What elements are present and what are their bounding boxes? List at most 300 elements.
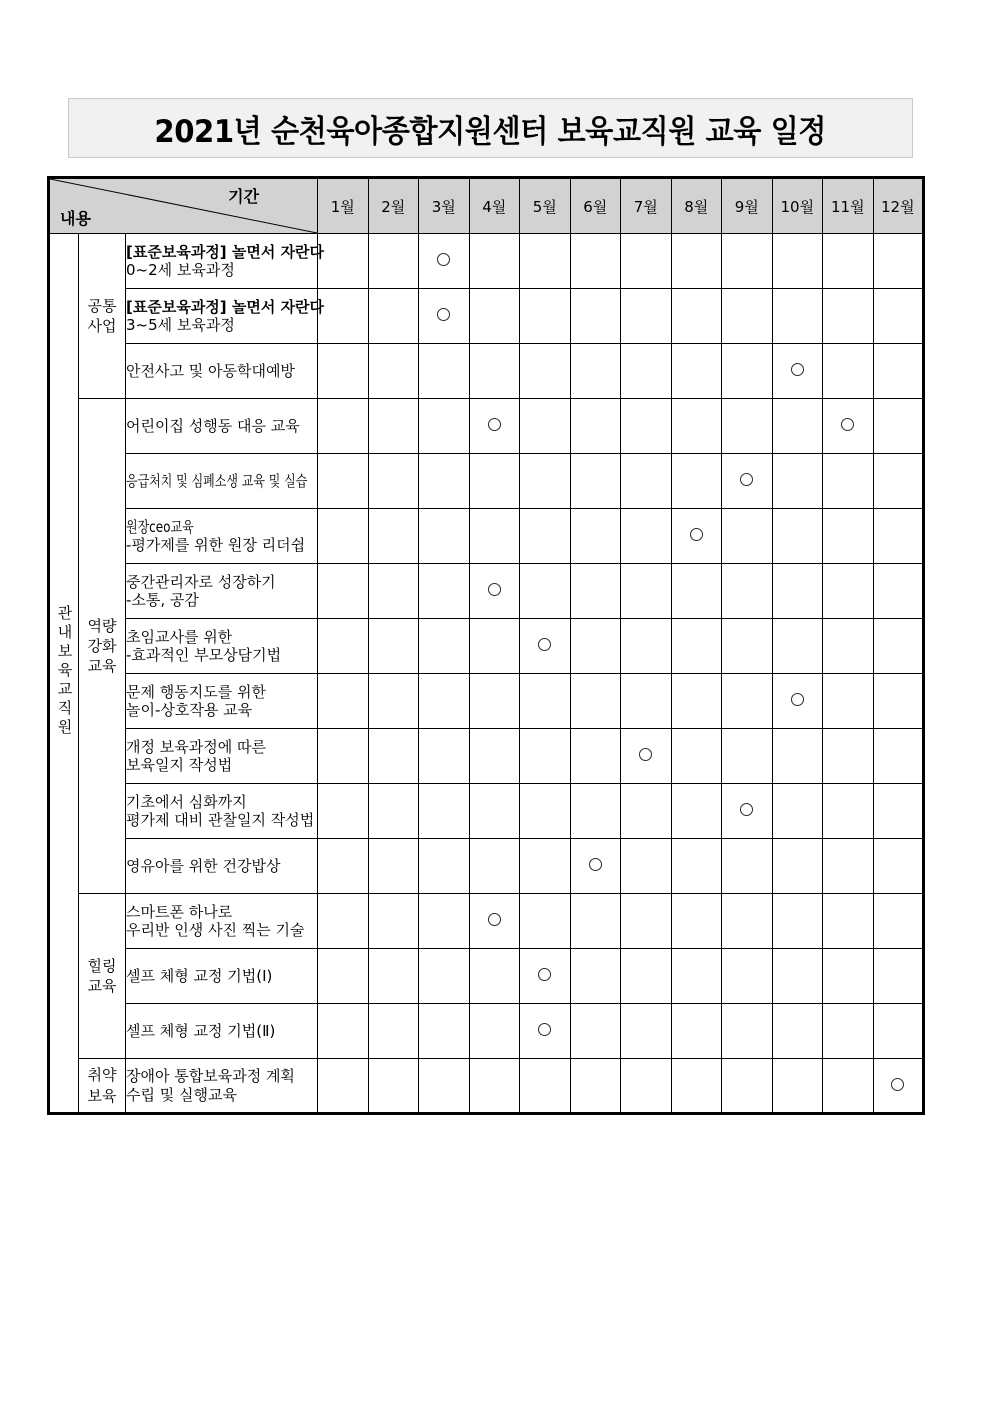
schedule-cell-month-10: [772, 509, 823, 564]
schedule-cell-month-11: [823, 839, 874, 894]
circle-marker-icon: [488, 418, 501, 431]
schedule-cell-month-4: [469, 564, 520, 619]
course-title-cell: [126, 289, 325, 344]
schedule-cell-month-3: [419, 454, 470, 509]
schedule-cell-month-2: [368, 289, 419, 344]
schedule-cell-month-3: [419, 674, 470, 729]
schedule-cell-month-8: [671, 949, 722, 1004]
schedule-cell-month-1: [318, 564, 369, 619]
schedule-cell-month-9: [722, 289, 773, 344]
schedule-cell-month-12: [873, 839, 924, 894]
schedule-cell-month-8: [671, 729, 722, 784]
schedule-cell-month-12: [873, 564, 924, 619]
schedule-cell-month-6: [570, 619, 621, 674]
schedule-cell-month-6: [570, 344, 621, 399]
schedule-cell-month-6: [570, 454, 621, 509]
table-body: [49, 234, 924, 1114]
schedule-cell-month-8: [671, 674, 722, 729]
schedule-cell-month-10: [772, 894, 823, 949]
course-title-line1: 초임교사를 위한: [126, 627, 233, 646]
schedule-cell-month-7: [621, 1059, 672, 1114]
schedule-cell-month-4: [469, 949, 520, 1004]
course-title-line1: 장애아 통합보육과정 계획: [126, 1067, 295, 1086]
course-title-line2: 3~5세 보육과정: [126, 316, 235, 334]
table-row: [49, 564, 924, 619]
schedule-cell-month-10: [772, 1059, 823, 1114]
category-label-line: 교육: [87, 657, 117, 676]
schedule-cell-month-2: [368, 1059, 419, 1114]
table-row: [49, 784, 924, 839]
schedule-cell-month-12: [873, 234, 924, 289]
course-title-line2: 보육일지 작성법: [126, 756, 233, 774]
side-vertical-label-text: 관내보육교직원: [55, 604, 74, 738]
month-header-12: 12월: [873, 178, 924, 234]
schedule-cell-month-4: [469, 509, 520, 564]
schedule-cell-month-9: [722, 1059, 773, 1114]
schedule-cell-month-5: [520, 289, 571, 344]
schedule-cell-month-5: [520, 729, 571, 784]
table-row: [49, 674, 924, 729]
month-header-8: 8월: [671, 178, 722, 234]
schedule-cell-month-10: [772, 289, 823, 344]
schedule-cell-month-8: [671, 1004, 722, 1059]
category-cell: [79, 894, 126, 1059]
circle-marker-icon: [488, 913, 501, 926]
schedule-cell-month-9: [722, 729, 773, 784]
month-header-1: 1월: [318, 178, 369, 234]
schedule-cell-month-11: [823, 509, 874, 564]
schedule-cell-month-3: [419, 344, 470, 399]
schedule-cell-month-7: [621, 564, 672, 619]
schedule-cell-month-8: [671, 344, 722, 399]
schedule-cell-month-2: [368, 454, 419, 509]
schedule-cell-month-3: [419, 289, 470, 344]
schedule-cell-month-12: [873, 784, 924, 839]
schedule-cell-month-11: [823, 894, 874, 949]
course-title-line1: 셀프 체형 교정 기법(Ⅱ): [126, 1021, 276, 1040]
course-title-cell: [126, 509, 318, 564]
schedule-cell-month-9: [722, 949, 773, 1004]
circle-marker-icon: [791, 693, 804, 706]
schedule-cell-month-7: [621, 949, 672, 1004]
schedule-cell-month-3: [419, 1004, 470, 1059]
table-row: [49, 344, 924, 399]
category-label-line: 취약: [87, 1066, 117, 1085]
category-cell: [79, 399, 126, 894]
table-row: [49, 1059, 924, 1114]
schedule-cell-month-7: [621, 619, 672, 674]
schedule-cell-month-1: [318, 784, 369, 839]
schedule-cell-month-6: [570, 289, 621, 344]
course-title-cell: [126, 784, 318, 839]
schedule-cell-month-5: [520, 509, 571, 564]
schedule-cell-month-2: [368, 234, 419, 289]
schedule-cell-month-10: [772, 619, 823, 674]
table-row: [49, 454, 924, 509]
schedule-cell-month-12: [873, 509, 924, 564]
course-title-cell: [126, 234, 325, 289]
schedule-cell-month-7: [621, 729, 672, 784]
schedule-cell-month-5: [520, 234, 571, 289]
schedule-cell-month-12: [873, 729, 924, 784]
course-title-line2: 0~2세 보육과정: [126, 261, 235, 279]
schedule-cell-month-5: [520, 344, 571, 399]
course-title-cell: [126, 344, 318, 399]
course-title-line1: 스마트폰 하나로: [126, 902, 233, 921]
schedule-cell-month-7: [621, 234, 672, 289]
schedule-cell-month-12: [873, 949, 924, 1004]
month-header-6: 6월: [570, 178, 621, 234]
schedule-cell-month-12: [873, 289, 924, 344]
schedule-cell-month-11: [823, 1004, 874, 1059]
education-schedule-table: [47, 176, 925, 1115]
header-corner-cell: [49, 178, 318, 234]
course-title-line1: 문제 행동지도를 위한: [126, 682, 266, 701]
schedule-cell-month-6: [570, 729, 621, 784]
month-header-5: 5월: [520, 178, 571, 234]
schedule-cell-month-2: [368, 564, 419, 619]
course-title-line2: -소통, 공감: [126, 591, 199, 609]
schedule-cell-month-4: [469, 344, 520, 399]
course-title-line2: 평가제 대비 관찰일지 작성법: [126, 811, 315, 829]
table-row: [49, 289, 924, 344]
schedule-cell-month-12: [873, 454, 924, 509]
schedule-cell-month-7: [621, 839, 672, 894]
schedule-cell-month-10: [772, 729, 823, 784]
circle-marker-icon: [639, 748, 652, 761]
course-title-cell: [126, 894, 318, 949]
schedule-cell-month-9: [722, 399, 773, 454]
schedule-cell-month-11: [823, 234, 874, 289]
month-header-7: 7월: [621, 178, 672, 234]
schedule-cell-month-4: [469, 784, 520, 839]
schedule-cell-month-3: [419, 619, 470, 674]
schedule-cell-month-1: [318, 1004, 369, 1059]
schedule-cell-month-9: [722, 344, 773, 399]
schedule-cell-month-2: [368, 949, 419, 1004]
schedule-cell-month-4: [469, 1004, 520, 1059]
schedule-cell-month-3: [419, 1059, 470, 1114]
schedule-cell-month-1: [318, 729, 369, 784]
schedule-cell-month-2: [368, 344, 419, 399]
schedule-cell-month-10: [772, 399, 823, 454]
schedule-cell-month-8: [671, 784, 722, 839]
circle-marker-icon: [589, 858, 602, 871]
schedule-cell-month-4: [469, 894, 520, 949]
circle-marker-icon: [740, 473, 753, 486]
schedule-cell-month-6: [570, 894, 621, 949]
schedule-cell-month-12: [873, 894, 924, 949]
schedule-cell-month-2: [368, 619, 419, 674]
schedule-cell-month-6: [570, 1059, 621, 1114]
schedule-cell-month-1: [318, 399, 369, 454]
course-title-line1: 원장ceo교육: [126, 517, 194, 536]
course-title-cell: [126, 1004, 318, 1059]
schedule-cell-month-1: [318, 289, 369, 344]
schedule-cell-month-1: [318, 344, 369, 399]
category-cell: [79, 1059, 126, 1114]
category-label-line: 강화: [87, 636, 117, 655]
page-title: 2021년 순천육아종합지원센터 보육교직원 교육 일정: [154, 113, 827, 150]
schedule-cell-month-4: [469, 1059, 520, 1114]
schedule-cell-month-9: [722, 784, 773, 839]
table-row: [49, 839, 924, 894]
schedule-cell-month-5: [520, 784, 571, 839]
category-label-line: 보육: [87, 1086, 117, 1105]
schedule-cell-month-8: [671, 399, 722, 454]
circle-marker-icon: [488, 583, 501, 596]
month-header-9: 9월: [722, 178, 773, 234]
schedule-cell-month-7: [621, 894, 672, 949]
schedule-cell-month-8: [671, 839, 722, 894]
schedule-cell-month-2: [368, 839, 419, 894]
month-header-3: 3월: [419, 178, 470, 234]
circle-marker-icon: [841, 418, 854, 431]
schedule-cell-month-9: [722, 234, 773, 289]
schedule-cell-month-7: [621, 454, 672, 509]
circle-marker-icon: [891, 1078, 904, 1091]
schedule-cell-month-2: [368, 509, 419, 564]
schedule-cell-month-2: [368, 729, 419, 784]
schedule-cell-month-10: [772, 564, 823, 619]
schedule-cell-month-8: [671, 894, 722, 949]
schedule-cell-month-2: [368, 894, 419, 949]
schedule-cell-month-5: [520, 949, 571, 1004]
circle-marker-icon: [437, 308, 450, 321]
table-row: [49, 1004, 924, 1059]
course-title-cell: [126, 619, 318, 674]
month-header-10: 10월: [772, 178, 823, 234]
schedule-cell-month-8: [671, 454, 722, 509]
schedule-cell-month-5: [520, 894, 571, 949]
category-label-line: 사업: [87, 317, 117, 335]
schedule-cell-month-10: [772, 949, 823, 1004]
course-title-cell: [126, 399, 318, 454]
schedule-cell-month-1: [318, 234, 369, 289]
table-row: [49, 894, 924, 949]
schedule-cell-month-6: [570, 839, 621, 894]
schedule-cell-month-3: [419, 949, 470, 1004]
table-row: [49, 619, 924, 674]
schedule-cell-month-2: [368, 674, 419, 729]
schedule-cell-month-7: [621, 509, 672, 564]
schedule-cell-month-4: [469, 839, 520, 894]
schedule-cell-month-2: [368, 1004, 419, 1059]
category-cell: [79, 234, 126, 399]
schedule-cell-month-5: [520, 839, 571, 894]
schedule-cell-month-10: [772, 234, 823, 289]
schedule-cell-month-9: [722, 839, 773, 894]
course-title-line1: [표준보육과정] 놀면서 자란다: [126, 297, 325, 316]
schedule-cell-month-8: [671, 619, 722, 674]
table-row: [49, 234, 924, 289]
schedule-cell-month-11: [823, 344, 874, 399]
schedule-cell-month-11: [823, 454, 874, 509]
schedule-cell-month-1: [318, 894, 369, 949]
schedule-cell-month-10: [772, 1004, 823, 1059]
header-content-label: 내용: [60, 209, 91, 228]
schedule-cell-month-4: [469, 454, 520, 509]
schedule-cell-month-10: [772, 674, 823, 729]
schedule-cell-month-2: [368, 784, 419, 839]
schedule-cell-month-3: [419, 839, 470, 894]
schedule-cell-month-5: [520, 1059, 571, 1114]
schedule-cell-month-9: [722, 509, 773, 564]
course-title-line2: -효과적인 부모상담기법: [126, 646, 282, 664]
schedule-cell-month-11: [823, 674, 874, 729]
schedule-cell-month-11: [823, 949, 874, 1004]
schedule-cell-month-8: [671, 234, 722, 289]
schedule-cell-month-4: [469, 619, 520, 674]
schedule-cell-month-4: [469, 399, 520, 454]
schedule-cell-month-12: [873, 619, 924, 674]
schedule-cell-month-5: [520, 454, 571, 509]
course-title-line1: 안전사고 및 아동학대예방: [126, 361, 295, 380]
circle-marker-icon: [690, 528, 703, 541]
circle-marker-icon: [538, 968, 551, 981]
schedule-cell-month-11: [823, 1059, 874, 1114]
schedule-cell-month-8: [671, 1059, 722, 1114]
schedule-cell-month-4: [469, 729, 520, 784]
schedule-cell-month-2: [368, 399, 419, 454]
course-title-cell: [126, 454, 318, 509]
course-title-line1: 셀프 체형 교정 기법(Ⅰ): [126, 966, 273, 985]
table-header-row: [49, 178, 924, 234]
course-title-line1: 어린이집 성행동 대응 교육: [126, 416, 300, 435]
course-title-line2: -평가제를 위한 원장 리더쉽: [126, 536, 306, 554]
table-row: [49, 949, 924, 1004]
schedule-cell-month-8: [671, 289, 722, 344]
schedule-cell-month-9: [722, 564, 773, 619]
schedule-cell-month-11: [823, 784, 874, 839]
circle-marker-icon: [538, 1023, 551, 1036]
circle-marker-icon: [740, 803, 753, 816]
month-header-2: 2월: [368, 178, 419, 234]
schedule-cell-month-1: [318, 839, 369, 894]
schedule-cell-month-1: [318, 509, 369, 564]
category-label-line: 힐링: [87, 956, 117, 975]
schedule-cell-month-9: [722, 894, 773, 949]
course-title-line1: 영유아를 위한 건강밥상: [126, 856, 281, 875]
schedule-cell-month-6: [570, 674, 621, 729]
category-label-line: 역량: [87, 616, 117, 635]
schedule-cell-month-8: [671, 564, 722, 619]
schedule-cell-month-7: [621, 1004, 672, 1059]
schedule-cell-month-6: [570, 784, 621, 839]
schedule-cell-month-7: [621, 674, 672, 729]
category-label-line: 공통: [87, 296, 117, 315]
schedule-cell-month-6: [570, 1004, 621, 1059]
course-title-line1: 중간관리자로 성장하기: [126, 572, 276, 591]
schedule-cell-month-10: [772, 839, 823, 894]
schedule-cell-month-3: [419, 784, 470, 839]
course-title-cell: [126, 1059, 318, 1114]
course-title-cell: [126, 839, 318, 894]
side-vertical-label: [49, 234, 79, 1114]
table-row: [49, 729, 924, 784]
schedule-cell-month-3: [419, 729, 470, 784]
table-row: [49, 509, 924, 564]
circle-marker-icon: [437, 253, 450, 266]
schedule-cell-month-1: [318, 454, 369, 509]
schedule-cell-month-11: [823, 399, 874, 454]
schedule-cell-month-3: [419, 399, 470, 454]
month-header-4: 4월: [469, 178, 520, 234]
schedule-cell-month-9: [722, 1004, 773, 1059]
course-title-line2: 놀이-상호작용 교육: [126, 701, 253, 719]
schedule-cell-month-1: [318, 619, 369, 674]
course-title-line1: 응급처치 및 심폐소생 교육 및 실습: [126, 471, 308, 490]
schedule-cell-month-3: [419, 509, 470, 564]
schedule-cell-month-12: [873, 344, 924, 399]
schedule-cell-month-7: [621, 784, 672, 839]
schedule-cell-month-10: [772, 454, 823, 509]
schedule-cell-month-4: [469, 289, 520, 344]
schedule-cell-month-3: [419, 894, 470, 949]
schedule-cell-month-11: [823, 619, 874, 674]
circle-marker-icon: [791, 363, 804, 376]
schedule-cell-month-6: [570, 564, 621, 619]
course-title-cell: [126, 564, 318, 619]
course-title-cell: [126, 674, 318, 729]
course-title-line1: 기초에서 심화까지: [126, 792, 247, 811]
header-period-label: 기간: [228, 187, 260, 206]
category-label-line: 교육: [87, 977, 117, 995]
schedule-cell-month-11: [823, 729, 874, 784]
schedule-cell-month-4: [469, 234, 520, 289]
table-row: [49, 399, 924, 454]
course-title-line2: 우리반 인생 사진 찍는 기술: [126, 921, 305, 939]
month-header-11: 11월: [823, 178, 874, 234]
schedule-cell-month-12: [873, 399, 924, 454]
schedule-cell-month-5: [520, 674, 571, 729]
schedule-cell-month-1: [318, 949, 369, 1004]
schedule-cell-month-5: [520, 399, 571, 454]
circle-marker-icon: [538, 638, 551, 651]
schedule-cell-month-3: [419, 234, 470, 289]
schedule-cell-month-6: [570, 509, 621, 564]
schedule-cell-month-6: [570, 949, 621, 1004]
schedule-cell-month-10: [772, 784, 823, 839]
schedule-cell-month-1: [318, 1059, 369, 1114]
schedule-cell-month-11: [823, 289, 874, 344]
course-title-cell: [126, 949, 318, 1004]
schedule-cell-month-6: [570, 234, 621, 289]
schedule-cell-month-9: [722, 619, 773, 674]
schedule-cell-month-7: [621, 399, 672, 454]
schedule-cell-month-12: [873, 1004, 924, 1059]
course-title-line1: [표준보육과정] 놀면서 자란다: [126, 242, 325, 261]
course-title-line1: 개정 보육과정에 따른: [126, 737, 266, 756]
schedule-cell-month-9: [722, 454, 773, 509]
schedule-cell-month-12: [873, 674, 924, 729]
course-title-line2: 수립 및 실행교육: [126, 1085, 237, 1104]
schedule-cell-month-5: [520, 619, 571, 674]
schedule-cell-month-10: [772, 344, 823, 399]
schedule-cell-month-12: [873, 1059, 924, 1114]
schedule-cell-month-9: [722, 674, 773, 729]
schedule-cell-month-1: [318, 674, 369, 729]
schedule-cell-month-6: [570, 399, 621, 454]
schedule-cell-month-7: [621, 344, 672, 399]
schedule-cell-month-5: [520, 564, 571, 619]
schedule-cell-month-11: [823, 564, 874, 619]
schedule-cell-month-3: [419, 564, 470, 619]
schedule-cell-month-4: [469, 674, 520, 729]
document-title-banner: [68, 98, 913, 158]
schedule-cell-month-8: [671, 509, 722, 564]
course-title-cell: [126, 729, 318, 784]
